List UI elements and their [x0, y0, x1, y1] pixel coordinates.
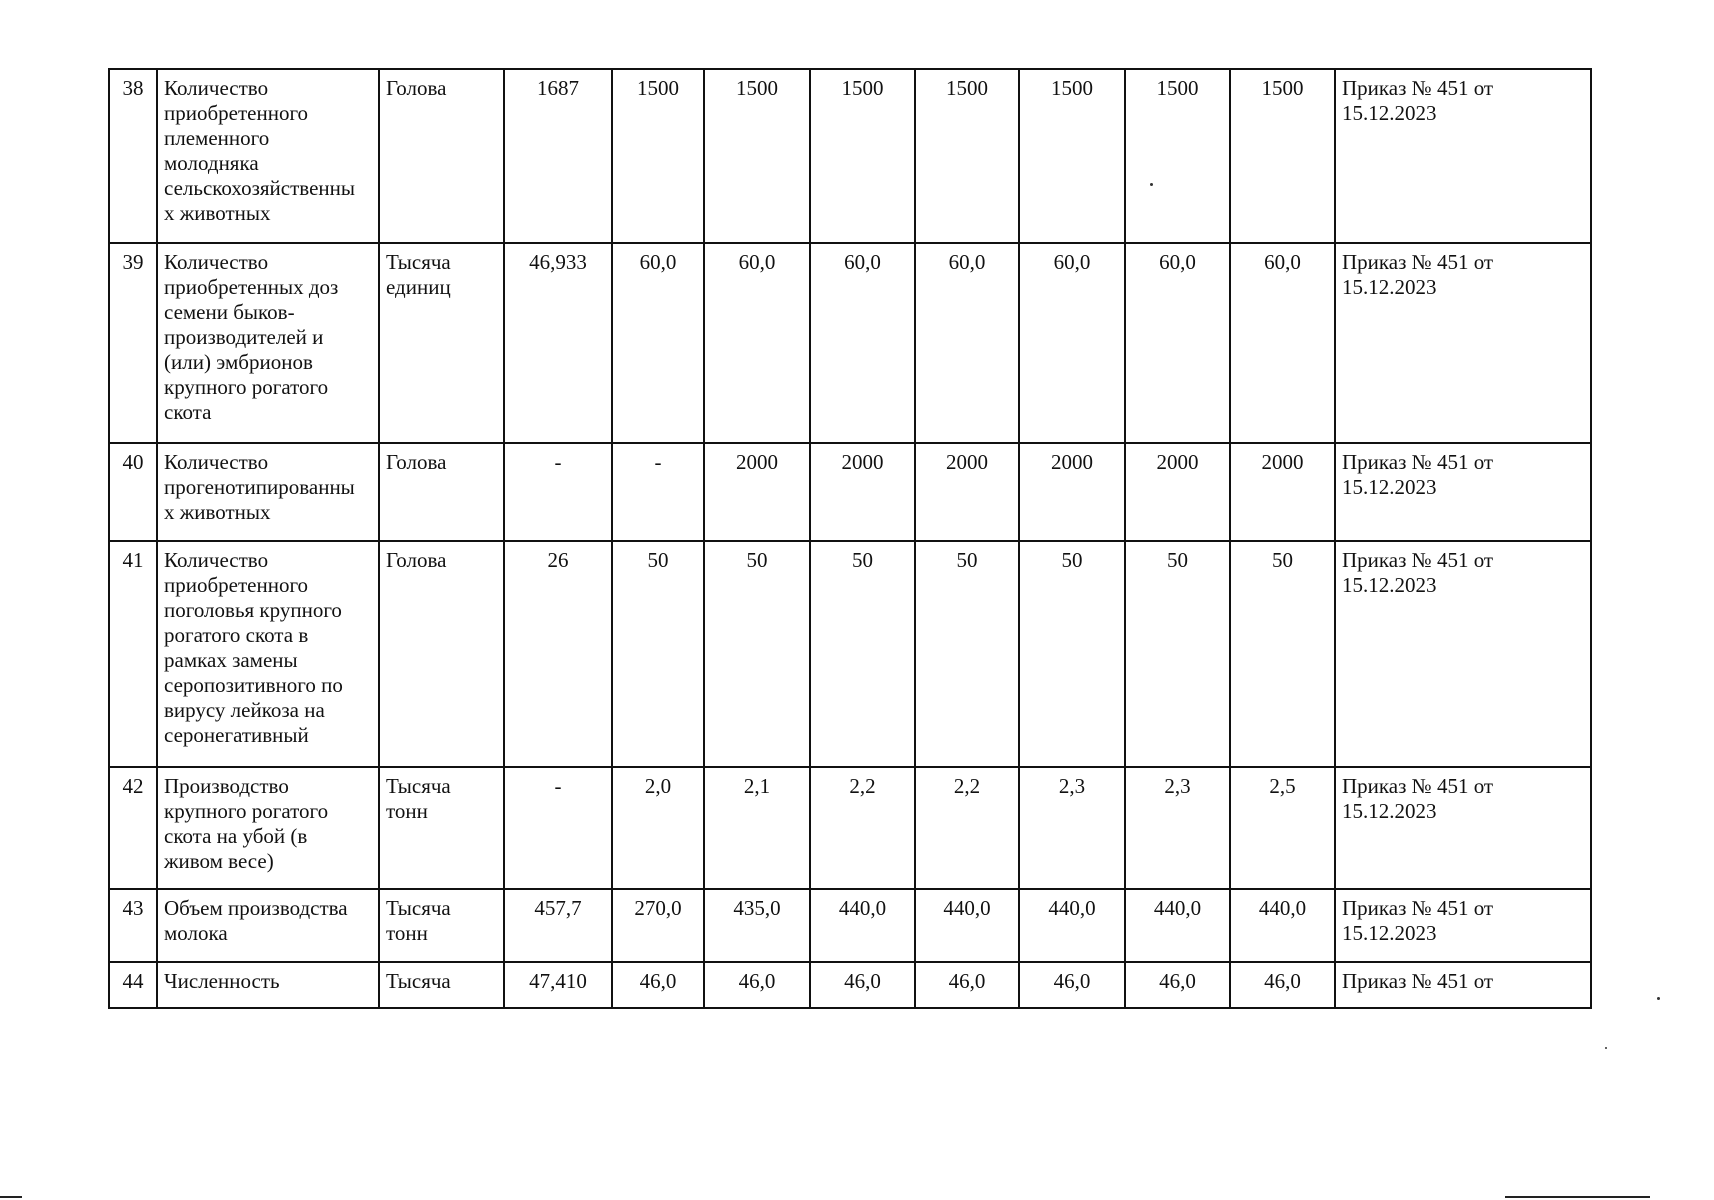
- table-row: [109, 541, 1591, 767]
- value-cell: [1019, 767, 1125, 889]
- row-number: 44: [122, 969, 144, 993]
- value-cell: [612, 767, 704, 889]
- source-line: Приказ № 451 от: [1342, 76, 1494, 100]
- indicator-name-line: вирусу лейкоза на: [164, 698, 325, 722]
- indicator-name-line: Количество: [164, 250, 269, 274]
- value: 60,0: [1053, 250, 1091, 274]
- indicator-name-cell: [157, 69, 379, 243]
- value-cell: [612, 243, 704, 443]
- source-cell: [1335, 889, 1591, 962]
- value: 1500: [1156, 76, 1199, 100]
- indicator-name-line: живом весе): [164, 849, 274, 873]
- indicator-name-line: крупного рогатого: [164, 799, 329, 823]
- value: 46,0: [738, 969, 776, 993]
- row-number-cell: [109, 243, 157, 443]
- value: 1687: [537, 76, 579, 100]
- value: -: [554, 450, 562, 474]
- value: 46,933: [529, 250, 587, 274]
- value: 50: [746, 548, 768, 572]
- value: 60,0: [844, 250, 881, 274]
- source-cell: [1335, 962, 1591, 1008]
- table-row: [109, 69, 1591, 243]
- source-line: 15.12.2023: [1342, 799, 1437, 823]
- row-number-cell: [109, 443, 157, 541]
- value-cell: [810, 243, 915, 443]
- value-cell: [1230, 243, 1335, 443]
- row-number-cell: [109, 962, 157, 1008]
- value-cell: [1230, 443, 1335, 541]
- table-body: [109, 69, 1591, 1008]
- value: 46,0: [639, 969, 677, 993]
- value: 440,0: [943, 896, 991, 920]
- indicator-name-line: Объем производства: [164, 896, 348, 920]
- indicator-name-line: молодняка: [164, 151, 259, 175]
- value-cell: [704, 243, 810, 443]
- value-cell: [504, 69, 612, 243]
- value-cell: [1230, 962, 1335, 1008]
- row-number: 42: [122, 774, 144, 798]
- value-cell: [704, 443, 810, 541]
- unit-line: единиц: [386, 275, 451, 299]
- unit-cell: [379, 767, 504, 889]
- value-cell: [612, 962, 704, 1008]
- value-cell: [1125, 541, 1230, 767]
- unit-cell: [379, 243, 504, 443]
- value: 60,0: [1264, 250, 1301, 274]
- value: 270,0: [634, 896, 682, 920]
- source-line: 15.12.2023: [1342, 101, 1437, 125]
- indicator-name-line: Производство: [164, 774, 289, 798]
- row-number: 38: [122, 76, 144, 100]
- value: 457,7: [534, 896, 582, 920]
- unit-line: Тысяча: [386, 250, 451, 274]
- bottom-left-rule: [0, 1196, 22, 1198]
- value-cell: [810, 69, 915, 243]
- value-cell: [1230, 69, 1335, 243]
- value-cell: [915, 69, 1019, 243]
- value-cell: [612, 541, 704, 767]
- value: 2000: [1156, 450, 1199, 474]
- source-cell: [1335, 443, 1591, 541]
- value: 2000: [841, 450, 884, 474]
- table-row: [109, 767, 1591, 889]
- value: 2000: [1261, 450, 1304, 474]
- value-cell: [612, 889, 704, 962]
- value: 2,0: [644, 774, 672, 798]
- value-cell: [504, 443, 612, 541]
- value: 1500: [1051, 76, 1093, 100]
- source-line: Приказ № 451 от: [1342, 250, 1494, 274]
- source-line: Приказ № 451 от: [1342, 450, 1494, 474]
- value-cell: [704, 889, 810, 962]
- value-cell: [1125, 767, 1230, 889]
- unit-line: Голова: [386, 76, 447, 100]
- value: 60,0: [639, 250, 677, 274]
- value: 440,0: [1258, 896, 1307, 920]
- value-cell: [1125, 443, 1230, 541]
- value: 2,3: [1164, 774, 1191, 798]
- unit-line: тонн: [386, 799, 428, 823]
- indicator-name-line: Количество: [164, 548, 269, 572]
- indicator-name-cell: [157, 962, 379, 1008]
- value: 50: [852, 548, 873, 572]
- value: 440,0: [838, 896, 887, 920]
- indicator-name-cell: [157, 767, 379, 889]
- indicator-name-line: сельскохозяйственны: [164, 176, 355, 200]
- value: 1500: [841, 76, 884, 100]
- unit-cell: [379, 889, 504, 962]
- indicator-name-line: рамках замены: [164, 648, 298, 672]
- indicator-name-line: скота: [164, 400, 212, 424]
- value-cell: [915, 767, 1019, 889]
- value: 46,0: [1053, 969, 1091, 993]
- source-cell: [1335, 243, 1591, 443]
- value: 26: [547, 548, 569, 572]
- indicator-name-line: поголовья крупного: [164, 598, 342, 622]
- value: 60,0: [1159, 250, 1196, 274]
- table-row: [109, 243, 1591, 443]
- indicator-name-line: семени быков-: [164, 300, 295, 324]
- indicator-name-line: Количество: [164, 450, 269, 474]
- indicator-name-line: х животных: [164, 500, 271, 524]
- value: 1500: [637, 76, 679, 100]
- value: 46,0: [844, 969, 881, 993]
- source-cell: [1335, 767, 1591, 889]
- value-cell: [1019, 962, 1125, 1008]
- indicators-table: [108, 68, 1592, 1009]
- unit-line: Голова: [386, 548, 447, 572]
- row-number-cell: [109, 69, 157, 243]
- value-cell: [1019, 243, 1125, 443]
- value: 46,0: [1159, 969, 1196, 993]
- value-cell: [810, 962, 915, 1008]
- unit-line: тонн: [386, 921, 428, 945]
- source-line: 15.12.2023: [1342, 921, 1437, 945]
- source-cell: [1335, 541, 1591, 767]
- value-cell: [1125, 962, 1230, 1008]
- table-row: [109, 962, 1591, 1008]
- value: 1500: [1261, 76, 1304, 100]
- source-line: 15.12.2023: [1342, 573, 1437, 597]
- source-line: Приказ № 451 от: [1342, 774, 1494, 798]
- indicator-name-line: крупного рогатого: [164, 375, 329, 399]
- value: 2,2: [953, 774, 981, 798]
- value-cell: [1230, 767, 1335, 889]
- indicator-name-cell: [157, 443, 379, 541]
- value: 2000: [1051, 450, 1093, 474]
- value: 60,0: [948, 250, 986, 274]
- value-cell: [612, 443, 704, 541]
- row-number: 43: [122, 896, 144, 920]
- row-number: 41: [122, 548, 144, 572]
- unit-cell: [379, 69, 504, 243]
- value-cell: [1230, 889, 1335, 962]
- source-line: Приказ № 451 от: [1342, 896, 1494, 920]
- indicator-name-cell: [157, 889, 379, 962]
- value: -: [554, 774, 562, 798]
- value-cell: [504, 243, 612, 443]
- value: 46,0: [1264, 969, 1301, 993]
- table-row: [109, 443, 1591, 541]
- value-cell: [810, 889, 915, 962]
- unit-cell: [379, 962, 504, 1008]
- value-cell: [704, 962, 810, 1008]
- value: 2000: [946, 450, 988, 474]
- row-number-cell: [109, 889, 157, 962]
- indicator-name-line: (или) эмбрионов: [164, 350, 313, 374]
- value: 50: [1167, 548, 1188, 572]
- indicator-name-line: скота на убой (в: [164, 824, 308, 848]
- row-number: 39: [122, 250, 144, 274]
- indicator-name-cell: [157, 243, 379, 443]
- indicator-name-line: рогатого скота в: [164, 623, 309, 647]
- unit-cell: [379, 541, 504, 767]
- value-cell: [810, 443, 915, 541]
- value: 50: [1272, 548, 1293, 572]
- row-number-cell: [109, 767, 157, 889]
- value-cell: [915, 443, 1019, 541]
- value-cell: [915, 541, 1019, 767]
- value: 46,0: [948, 969, 986, 993]
- indicator-name-line: производителей и: [164, 325, 324, 349]
- value: 2,1: [743, 774, 771, 798]
- value-cell: [1019, 443, 1125, 541]
- value-cell: [810, 541, 915, 767]
- value: 2,2: [849, 774, 876, 798]
- value-cell: [704, 541, 810, 767]
- value: 2000: [736, 450, 778, 474]
- scan-speck: [1605, 1047, 1607, 1049]
- source-line: Приказ № 451 от: [1342, 969, 1494, 993]
- source-cell: [1335, 69, 1591, 243]
- value-cell: [504, 889, 612, 962]
- indicator-name-cell: [157, 541, 379, 767]
- value: 440,0: [1048, 896, 1096, 920]
- value-cell: [915, 243, 1019, 443]
- indicator-name-line: Численность: [164, 969, 280, 993]
- value-cell: [704, 69, 810, 243]
- unit-line: Тысяча: [386, 969, 451, 993]
- indicator-name-line: серопозитивного по: [164, 673, 343, 697]
- value-cell: [1125, 69, 1230, 243]
- value-cell: [1019, 69, 1125, 243]
- value: 50: [647, 548, 669, 572]
- indicator-name-line: племенного: [164, 126, 270, 150]
- value-cell: [504, 541, 612, 767]
- value-cell: [810, 767, 915, 889]
- unit-line: Голова: [386, 450, 447, 474]
- indicator-name-line: прогенотипированны: [164, 475, 355, 499]
- value: 1500: [736, 76, 778, 100]
- indicator-name-line: серонегативный: [164, 723, 309, 747]
- value: 2,5: [1269, 774, 1296, 798]
- value: 47,410: [529, 969, 587, 993]
- source-line: 15.12.2023: [1342, 275, 1437, 299]
- value-cell: [612, 69, 704, 243]
- value-cell: [1230, 541, 1335, 767]
- value-cell: [504, 767, 612, 889]
- unit-line: Тысяча: [386, 896, 451, 920]
- value-cell: [1125, 243, 1230, 443]
- source-line: 15.12.2023: [1342, 475, 1437, 499]
- table-row: [109, 889, 1591, 962]
- unit-line: Тысяча: [386, 774, 451, 798]
- value-cell: [504, 962, 612, 1008]
- source-line: Приказ № 451 от: [1342, 548, 1494, 572]
- value-cell: [915, 962, 1019, 1008]
- value: 50: [956, 548, 978, 572]
- row-number: 40: [122, 450, 144, 474]
- indicator-name-line: х животных: [164, 201, 271, 225]
- value-cell: [915, 889, 1019, 962]
- scan-speck: [1150, 183, 1153, 186]
- value: 440,0: [1153, 896, 1202, 920]
- indicator-name-line: Количество: [164, 76, 269, 100]
- indicator-name-line: приобретенного: [164, 101, 309, 125]
- indicator-name-line: приобретенных доз: [164, 275, 339, 299]
- value-cell: [1019, 889, 1125, 962]
- value: 1500: [946, 76, 988, 100]
- value-cell: [1019, 541, 1125, 767]
- indicator-name-line: молока: [164, 921, 228, 945]
- unit-cell: [379, 443, 504, 541]
- scan-speck: [1657, 997, 1660, 1000]
- bottom-right-rule: [1505, 1196, 1650, 1198]
- value: -: [654, 450, 662, 474]
- row-number-cell: [109, 541, 157, 767]
- value-cell: [704, 767, 810, 889]
- value-cell: [1125, 889, 1230, 962]
- value: 60,0: [738, 250, 776, 274]
- value: 50: [1061, 548, 1083, 572]
- value: 435,0: [733, 896, 781, 920]
- indicator-name-line: приобретенного: [164, 573, 309, 597]
- value: 2,3: [1058, 774, 1086, 798]
